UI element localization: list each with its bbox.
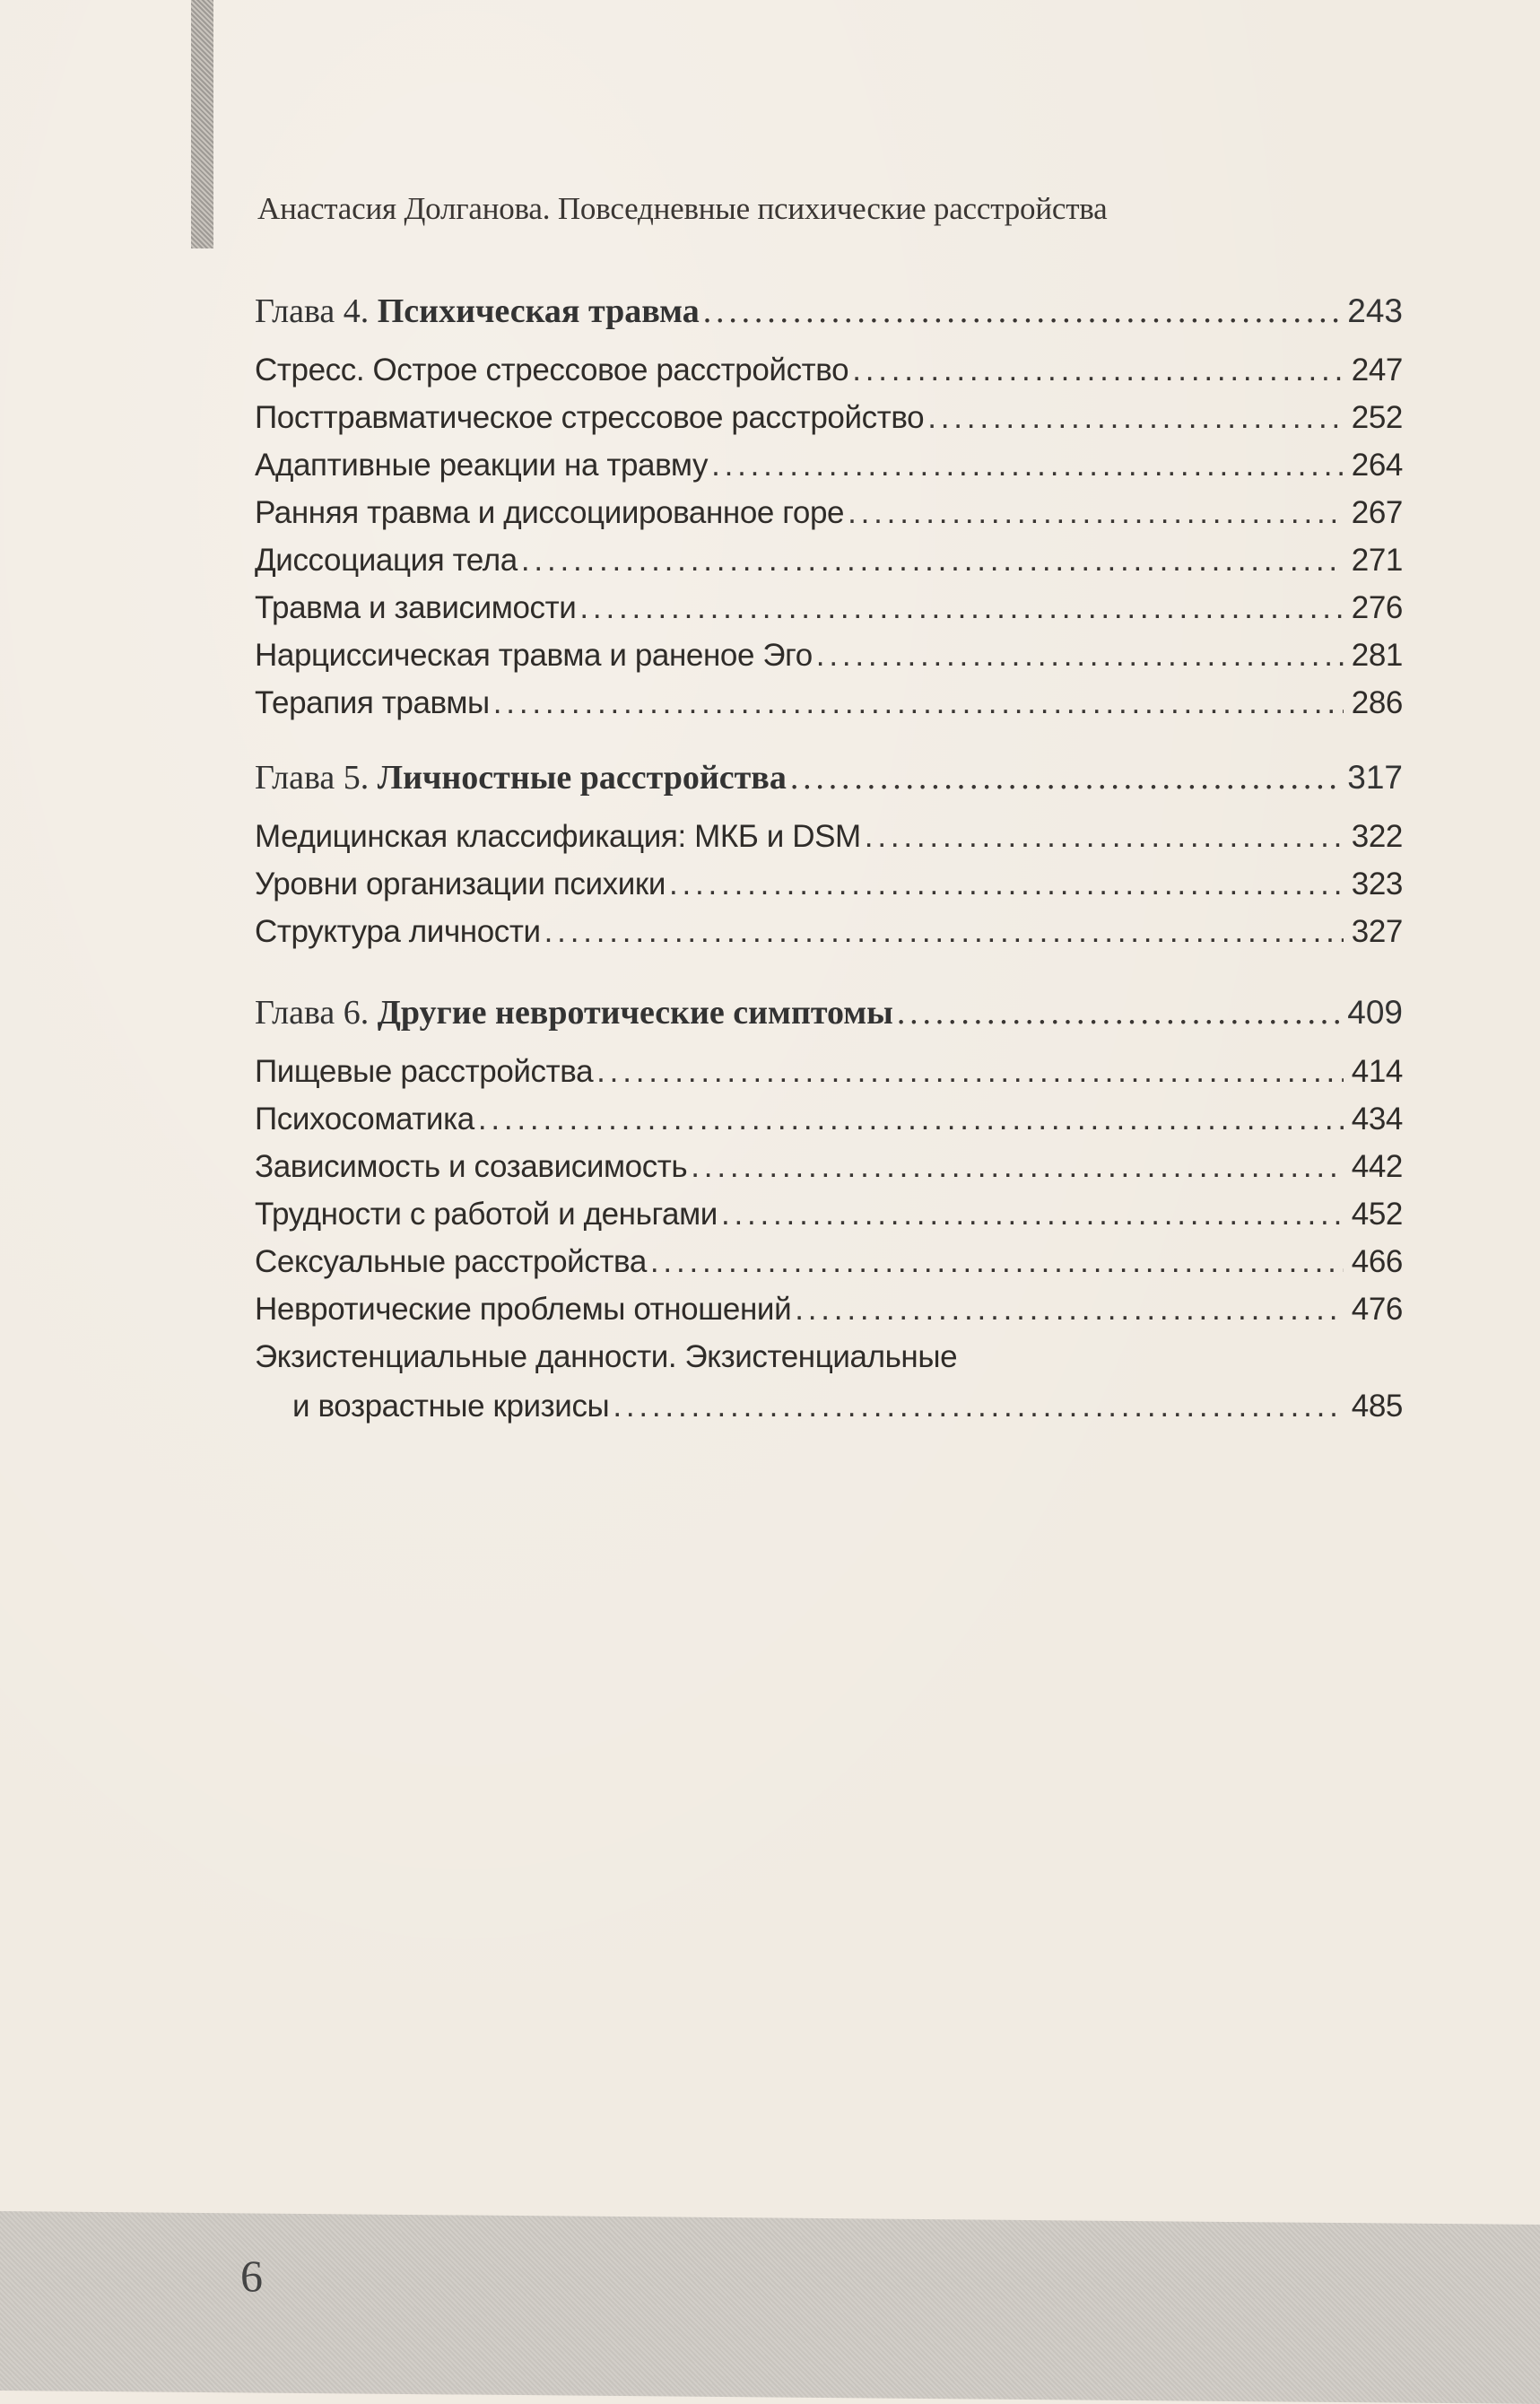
- toc-page-number: 317: [1347, 759, 1403, 796]
- entry-title: Травма и зависимости: [255, 590, 577, 625]
- running-head: Анастасия Долганова. Повседневные психические расстройства: [257, 191, 1108, 226]
- toc-page-number: 322: [1351, 819, 1403, 854]
- toc-page-number: 267: [1351, 495, 1403, 530]
- toc-chapter: [255, 993, 1403, 1032]
- toc-page-number: 264: [1351, 448, 1403, 483]
- dot-leader: [721, 1197, 1344, 1232]
- toc-entry: [255, 400, 1403, 436]
- toc-page-number: 252: [1351, 400, 1403, 435]
- toc-entry: [255, 495, 1403, 531]
- toc-entry: [255, 590, 1403, 626]
- entry-title: Стресс. Острое стрессовое расстройство: [255, 353, 849, 388]
- toc-page-number: 434: [1351, 1102, 1403, 1137]
- dot-leader: [596, 1054, 1344, 1090]
- chapter-name: Личностные расстройства: [377, 759, 787, 797]
- toc-page-number: 281: [1351, 638, 1403, 673]
- chapter-label: Глава 4.: [255, 292, 370, 330]
- dot-leader: [478, 1102, 1344, 1137]
- entry-title: Пищевые расстройства: [255, 1054, 594, 1089]
- dot-leader: [669, 867, 1344, 902]
- dot-leader: [711, 448, 1344, 483]
- toc-entry: [255, 1339, 1403, 1375]
- dot-leader: [691, 1149, 1344, 1185]
- toc-entry: [255, 819, 1403, 855]
- toc-entry: [255, 914, 1403, 950]
- dot-leader: [795, 1292, 1344, 1328]
- toc-entry: [255, 1197, 1403, 1232]
- toc-page-number: 247: [1351, 353, 1403, 388]
- entry-title: Диссоциация тела: [255, 543, 518, 578]
- chapter-title: [255, 292, 700, 331]
- dot-leader: [852, 353, 1344, 388]
- toc-entry: [255, 1054, 1403, 1090]
- toc-entry: [255, 1149, 1403, 1185]
- toc-chapter: [255, 758, 1403, 797]
- chapter-title: [255, 758, 787, 797]
- entry-title: Структура личности: [255, 914, 541, 949]
- bottom-band: [0, 2211, 1540, 2404]
- chapter-label: Глава 5.: [255, 759, 370, 797]
- entry-title: Нарциссическая травма и раненое Эго: [255, 638, 813, 673]
- chapter-label: Глава 6.: [255, 994, 370, 1032]
- toc-page-number: 442: [1351, 1149, 1403, 1184]
- entry-title: Терапия травмы: [255, 685, 490, 720]
- toc-page-number: 409: [1347, 994, 1403, 1031]
- toc-page-number: 466: [1351, 1244, 1403, 1279]
- toc-entry: [255, 685, 1403, 721]
- toc-entry: [255, 638, 1403, 674]
- chapter-name: Психическая травма: [377, 292, 700, 330]
- toc-entry: [255, 1102, 1403, 1137]
- chapter-title: [255, 993, 893, 1032]
- toc-page-number: 243: [1347, 292, 1403, 329]
- entry-title: Сексуальные расстройства: [255, 1244, 647, 1279]
- dot-leader: [703, 292, 1341, 331]
- dot-leader: [865, 819, 1344, 855]
- toc-page-number: 327: [1351, 914, 1403, 949]
- toc-entry: [255, 1292, 1403, 1328]
- toc-entry: [255, 867, 1403, 902]
- entry-title: Невротические проблемы отношений: [255, 1292, 792, 1327]
- dot-leader: [897, 993, 1340, 1032]
- dot-leader: [927, 400, 1344, 436]
- toc-page-number: 414: [1351, 1054, 1403, 1089]
- entry-title: и возрастные кризисы: [292, 1389, 610, 1424]
- entry-title: Посттравматическое стрессовое расстройство: [255, 400, 925, 435]
- entry-title: Адаптивные реакции на травму: [255, 448, 709, 483]
- toc-chapter: [255, 292, 1403, 331]
- dot-leader: [790, 758, 1340, 797]
- toc-entry: [255, 448, 1403, 483]
- toc-page-number: 476: [1351, 1292, 1403, 1327]
- toc-page-number: 271: [1351, 543, 1403, 578]
- dot-leader: [521, 543, 1344, 579]
- dot-leader: [493, 685, 1344, 721]
- dot-leader: [544, 914, 1344, 950]
- entry-title: Экзистенциальные данности. Экзистенциальные: [255, 1339, 958, 1374]
- toc-entry: [255, 1389, 1403, 1424]
- toc-page-number: 286: [1351, 685, 1403, 720]
- entry-title: Уровни организации психики: [255, 867, 666, 902]
- entry-title: Зависимость и созависимость: [255, 1149, 688, 1184]
- page-edge-marker: [191, 0, 213, 248]
- toc-entry: [255, 353, 1403, 388]
- toc-page-number: 485: [1351, 1389, 1403, 1424]
- entry-title: Трудности с работой и деньгами: [255, 1197, 718, 1232]
- dot-leader: [579, 590, 1344, 626]
- toc-page-number: 276: [1351, 590, 1403, 625]
- page-number: 6: [240, 2251, 263, 2301]
- dot-leader: [816, 638, 1344, 674]
- dot-leader: [613, 1389, 1344, 1424]
- chapter-name: Другие невротические симптомы: [377, 994, 893, 1032]
- dot-leader: [650, 1244, 1344, 1280]
- entry-title: Медицинская классификация: МКБ и DSM: [255, 819, 861, 854]
- dot-leader: [848, 495, 1344, 531]
- entry-title: Психосоматика: [255, 1102, 474, 1137]
- toc-page-number: 323: [1351, 867, 1403, 902]
- toc-entry: [255, 1244, 1403, 1280]
- toc-entry: [255, 543, 1403, 579]
- entry-title: Ранняя травма и диссоциированное горе: [255, 495, 845, 530]
- toc-page-number: 452: [1351, 1197, 1403, 1232]
